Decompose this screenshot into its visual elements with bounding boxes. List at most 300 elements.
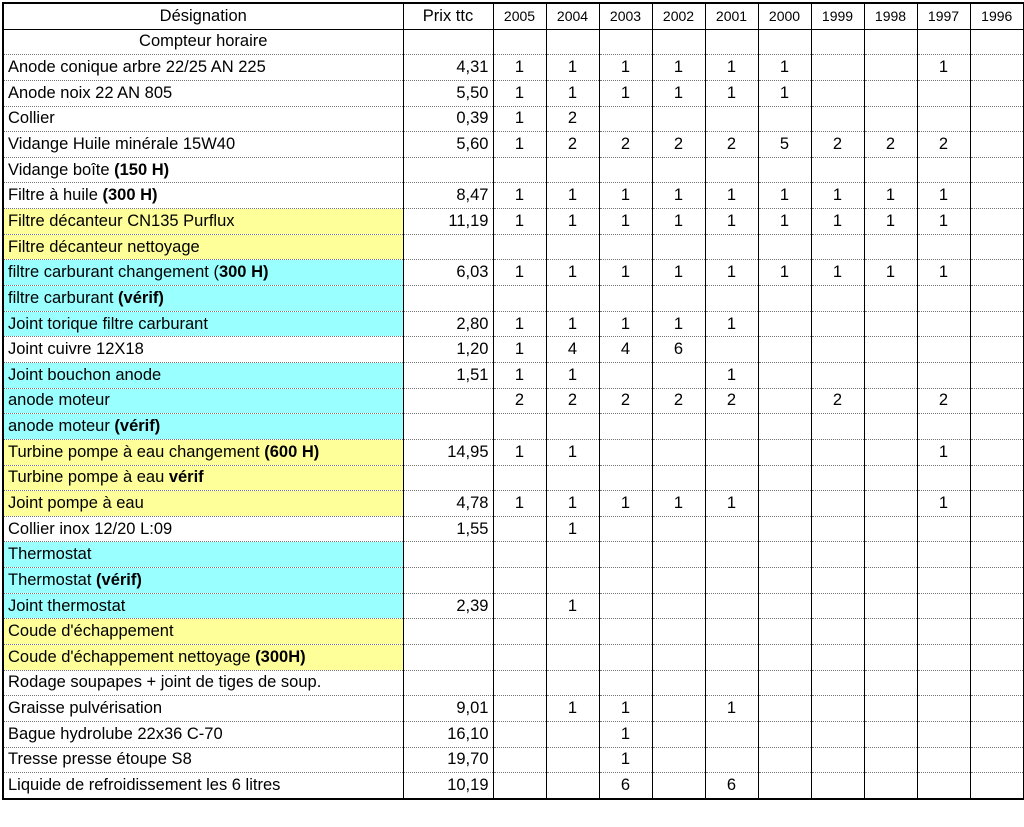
item-name: Turbine pompe à eau [8, 468, 169, 487]
year-quantity [864, 593, 917, 619]
year-quantity [705, 619, 758, 645]
year-quantity [705, 286, 758, 312]
item-designation [3, 388, 403, 414]
maintenance-table [2, 2, 1024, 800]
year-quantity [917, 311, 970, 337]
year-quantity: 1 [546, 516, 599, 542]
year-quantity [599, 286, 652, 312]
year-quantity [970, 439, 1024, 465]
year-quantity [493, 516, 546, 542]
item-name: Thermostat [8, 545, 92, 564]
year-quantity [599, 106, 652, 132]
year-quantity [758, 773, 811, 799]
year-quantity [546, 414, 599, 440]
item-name: Tresse presse étoupe S8 [8, 750, 192, 769]
item-designation [3, 721, 403, 747]
year-quantity [917, 568, 970, 594]
year-quantity [652, 234, 705, 260]
year-quantity: 2 [652, 132, 705, 158]
year-quantity [493, 619, 546, 645]
item-price [403, 286, 493, 312]
item-designation [3, 311, 403, 337]
item-name: Filtre à huile [8, 186, 103, 205]
item-designation [3, 157, 403, 183]
table-row [3, 593, 1024, 619]
year-quantity: 1 [546, 80, 599, 106]
year-quantity [970, 234, 1024, 260]
year-quantity [811, 106, 864, 132]
year-quantity [652, 670, 705, 696]
year-quantity [599, 465, 652, 491]
item-name: Collier inox 12/20 L:09 [8, 519, 173, 538]
year-quantity [811, 55, 864, 81]
year-quantity [758, 593, 811, 619]
year-quantity [917, 747, 970, 773]
year-quantity [758, 491, 811, 517]
year-quantity: 1 [864, 260, 917, 286]
table-row [3, 209, 1024, 235]
year-quantity [705, 645, 758, 671]
year-quantity [599, 234, 652, 260]
year-quantity [970, 542, 1024, 568]
year-quantity [970, 645, 1024, 671]
item-price [403, 157, 493, 183]
year-quantity [493, 721, 546, 747]
item-interval: (vérif) [96, 570, 142, 589]
year-quantity [546, 645, 599, 671]
year-quantity [970, 157, 1024, 183]
year-quantity [705, 568, 758, 594]
item-name: filtre carburant [8, 288, 119, 307]
header-year: 2005 [493, 3, 546, 29]
table-row [3, 465, 1024, 491]
year-quantity [652, 747, 705, 773]
item-designation [3, 183, 403, 209]
year-quantity: 1 [599, 260, 652, 286]
year-quantity [599, 414, 652, 440]
year-quantity: 1 [705, 55, 758, 81]
year-quantity [970, 183, 1024, 209]
item-price [403, 568, 493, 594]
year-quantity: 1 [705, 80, 758, 106]
year-quantity: 1 [546, 183, 599, 209]
year-quantity: 1 [705, 183, 758, 209]
item-interval: 300 H) [218, 263, 269, 282]
year-quantity [811, 439, 864, 465]
year-quantity [652, 542, 705, 568]
year-quantity: 1 [599, 491, 652, 517]
year-quantity [493, 593, 546, 619]
year-quantity [917, 286, 970, 312]
item-name: Filtre décanteur CN135 Purflux [8, 211, 235, 230]
year-quantity: 1 [917, 209, 970, 235]
year-quantity [758, 234, 811, 260]
item-designation [3, 132, 403, 158]
year-quantity [758, 465, 811, 491]
year-quantity [705, 414, 758, 440]
year-quantity [917, 721, 970, 747]
item-interval: (300H) [255, 647, 306, 666]
year-quantity [970, 106, 1024, 132]
year-quantity: 2 [652, 388, 705, 414]
item-interval: (vérif) [118, 288, 164, 307]
header-year: 2001 [705, 3, 758, 29]
item-designation [3, 568, 403, 594]
table-row [3, 80, 1024, 106]
year-quantity [652, 619, 705, 645]
year-quantity [705, 157, 758, 183]
item-price: 9,01 [403, 696, 493, 722]
item-designation [3, 645, 403, 671]
year-quantity [599, 568, 652, 594]
year-quantity [864, 747, 917, 773]
year-quantity [493, 465, 546, 491]
year-quantity [493, 670, 546, 696]
item-name: Vidange boîte [8, 160, 115, 179]
year-quantity: 1 [599, 311, 652, 337]
item-designation [3, 209, 403, 235]
year-quantity [970, 773, 1024, 799]
year-quantity: 1 [546, 362, 599, 388]
year-quantity [970, 593, 1024, 619]
year-quantity: 1 [705, 696, 758, 722]
year-quantity [970, 260, 1024, 286]
item-price: 4,31 [403, 55, 493, 81]
table-row [3, 183, 1024, 209]
year-quantity [970, 414, 1024, 440]
year-quantity [546, 747, 599, 773]
item-designation [3, 337, 403, 363]
year-quantity: 1 [652, 209, 705, 235]
year-quantity: 1 [599, 747, 652, 773]
table-row [3, 388, 1024, 414]
table-row [3, 439, 1024, 465]
year-quantity [864, 516, 917, 542]
year-quantity [917, 29, 970, 55]
item-price: 2,39 [403, 593, 493, 619]
year-quantity [864, 465, 917, 491]
year-quantity [758, 747, 811, 773]
header-row [3, 3, 1024, 29]
table-row [3, 414, 1024, 440]
year-quantity: 2 [864, 132, 917, 158]
item-price [403, 465, 493, 491]
item-name: anode moteur [8, 417, 115, 436]
year-quantity: 1 [546, 209, 599, 235]
year-quantity [705, 439, 758, 465]
year-quantity [652, 773, 705, 799]
year-quantity: 1 [546, 696, 599, 722]
year-quantity [758, 29, 811, 55]
year-quantity: 1 [546, 260, 599, 286]
year-quantity: 1 [758, 260, 811, 286]
year-quantity: 1 [811, 260, 864, 286]
year-quantity: 1 [652, 311, 705, 337]
year-quantity [811, 593, 864, 619]
year-quantity [493, 645, 546, 671]
year-quantity [599, 619, 652, 645]
table-row [3, 568, 1024, 594]
table-row [3, 542, 1024, 568]
year-quantity [864, 773, 917, 799]
item-name: Joint thermostat [8, 596, 126, 615]
year-quantity [811, 465, 864, 491]
year-quantity [811, 696, 864, 722]
year-quantity [652, 696, 705, 722]
item-price: 6,03 [403, 260, 493, 286]
item-name: Anode conique arbre 22/25 AN 225 [8, 58, 266, 77]
table-row [3, 362, 1024, 388]
item-name: Filtre décanteur nettoyage [8, 237, 200, 256]
year-quantity [864, 29, 917, 55]
item-price: 8,47 [403, 183, 493, 209]
year-quantity [493, 234, 546, 260]
year-quantity [917, 465, 970, 491]
year-quantity [811, 645, 864, 671]
year-quantity [758, 670, 811, 696]
year-quantity [599, 29, 652, 55]
year-quantity: 1 [493, 337, 546, 363]
item-price [403, 619, 493, 645]
item-price: 0,39 [403, 106, 493, 132]
year-quantity [970, 491, 1024, 517]
year-quantity: 1 [917, 183, 970, 209]
header-designation: Désignation [3, 3, 403, 29]
year-quantity: 1 [599, 696, 652, 722]
year-quantity [917, 696, 970, 722]
year-quantity [970, 721, 1024, 747]
year-quantity [758, 414, 811, 440]
year-quantity [705, 29, 758, 55]
year-quantity [758, 645, 811, 671]
year-quantity [864, 286, 917, 312]
year-quantity [546, 670, 599, 696]
item-designation [3, 491, 403, 517]
year-quantity: 2 [811, 388, 864, 414]
year-quantity [864, 670, 917, 696]
item-name: Joint bouchon anode [8, 365, 162, 384]
item-name: Compteur horaire [139, 32, 268, 51]
item-designation [3, 80, 403, 106]
year-quantity [652, 157, 705, 183]
year-quantity [758, 388, 811, 414]
year-quantity [652, 593, 705, 619]
year-quantity [970, 516, 1024, 542]
year-quantity [546, 465, 599, 491]
year-quantity: 2 [917, 388, 970, 414]
year-quantity [652, 465, 705, 491]
item-designation [3, 542, 403, 568]
year-quantity [758, 311, 811, 337]
year-quantity: 1 [599, 55, 652, 81]
table-row [3, 773, 1024, 799]
year-quantity: 1 [652, 55, 705, 81]
item-interval: (vérif) [114, 417, 161, 436]
year-quantity [705, 106, 758, 132]
item-designation [3, 619, 403, 645]
year-quantity [811, 80, 864, 106]
item-name: Bague hydrolube 22x36 C-70 [8, 724, 223, 743]
year-quantity [864, 542, 917, 568]
year-quantity [811, 311, 864, 337]
year-quantity: 1 [493, 439, 546, 465]
header-year: 1998 [864, 3, 917, 29]
year-quantity: 6 [652, 337, 705, 363]
table-row [3, 286, 1024, 312]
year-quantity: 1 [705, 311, 758, 337]
item-designation [3, 696, 403, 722]
year-quantity: 1 [546, 55, 599, 81]
table-row [3, 55, 1024, 81]
year-quantity [599, 362, 652, 388]
year-quantity [546, 234, 599, 260]
year-quantity [811, 747, 864, 773]
item-name: Joint torique filtre carburant [8, 314, 208, 333]
year-quantity: 2 [599, 388, 652, 414]
year-quantity: 1 [758, 183, 811, 209]
year-quantity [970, 619, 1024, 645]
year-quantity [599, 593, 652, 619]
year-quantity: 1 [546, 491, 599, 517]
year-quantity [811, 29, 864, 55]
year-quantity: 2 [705, 388, 758, 414]
item-name: Thermostat [8, 570, 97, 589]
year-quantity [758, 286, 811, 312]
table-row [3, 311, 1024, 337]
year-quantity [493, 568, 546, 594]
year-quantity: 1 [917, 55, 970, 81]
year-quantity [864, 234, 917, 260]
year-quantity [705, 747, 758, 773]
year-quantity [493, 773, 546, 799]
year-quantity [546, 568, 599, 594]
year-quantity: 1 [864, 209, 917, 235]
header-year: 2003 [599, 3, 652, 29]
item-price: 2,80 [403, 311, 493, 337]
year-quantity [864, 696, 917, 722]
header-year: 2004 [546, 3, 599, 29]
year-quantity: 1 [705, 260, 758, 286]
item-price: 14,95 [403, 439, 493, 465]
year-quantity [811, 491, 864, 517]
item-price: 19,70 [403, 747, 493, 773]
year-quantity [599, 645, 652, 671]
year-quantity [758, 362, 811, 388]
item-designation [3, 55, 403, 81]
year-quantity [652, 439, 705, 465]
year-quantity [546, 29, 599, 55]
year-quantity [546, 721, 599, 747]
year-quantity: 5 [758, 132, 811, 158]
table-body [3, 29, 1024, 799]
table-row [3, 645, 1024, 671]
year-quantity [970, 132, 1024, 158]
year-quantity: 1 [493, 491, 546, 517]
item-designation [3, 414, 403, 440]
year-quantity [652, 286, 705, 312]
year-quantity [811, 337, 864, 363]
year-quantity: 1 [705, 491, 758, 517]
year-quantity [811, 619, 864, 645]
year-quantity [758, 619, 811, 645]
table-row [3, 696, 1024, 722]
table-row [3, 234, 1024, 260]
year-quantity [705, 234, 758, 260]
year-quantity [652, 516, 705, 542]
table-row [3, 721, 1024, 747]
year-quantity: 1 [652, 491, 705, 517]
year-quantity [970, 286, 1024, 312]
year-quantity [705, 542, 758, 568]
year-quantity [705, 516, 758, 542]
year-quantity: 6 [599, 773, 652, 799]
year-quantity [493, 286, 546, 312]
header-year: 2000 [758, 3, 811, 29]
header-prix: Prix ttc [403, 3, 493, 29]
year-quantity [864, 106, 917, 132]
year-quantity: 1 [599, 183, 652, 209]
item-price [403, 388, 493, 414]
item-designation [3, 106, 403, 132]
year-quantity [811, 568, 864, 594]
year-quantity: 2 [546, 388, 599, 414]
item-price: 5,50 [403, 80, 493, 106]
year-quantity: 1 [493, 183, 546, 209]
year-quantity [758, 542, 811, 568]
year-quantity [917, 106, 970, 132]
year-quantity [652, 721, 705, 747]
year-quantity: 1 [705, 362, 758, 388]
year-quantity: 4 [546, 337, 599, 363]
item-name: Anode noix 22 AN 805 [8, 83, 173, 102]
item-name: Coude d'échappement nettoyage [8, 647, 256, 666]
year-quantity [758, 516, 811, 542]
year-quantity: 4 [599, 337, 652, 363]
year-quantity: 1 [493, 260, 546, 286]
year-quantity [652, 362, 705, 388]
year-quantity: 2 [546, 106, 599, 132]
year-quantity [917, 670, 970, 696]
item-name: Joint pompe à eau [8, 493, 144, 512]
year-quantity [917, 593, 970, 619]
item-designation [3, 773, 403, 799]
year-quantity [652, 29, 705, 55]
year-quantity [811, 234, 864, 260]
header-year: 2002 [652, 3, 705, 29]
year-quantity [864, 645, 917, 671]
year-quantity [705, 593, 758, 619]
year-quantity: 1 [493, 362, 546, 388]
item-price [403, 414, 493, 440]
item-price [403, 234, 493, 260]
year-quantity [758, 721, 811, 747]
item-price [403, 29, 493, 55]
item-interval: (600 H) [264, 442, 320, 461]
year-quantity [599, 542, 652, 568]
item-name: Graisse pulvérisation [8, 699, 163, 718]
item-price [403, 670, 493, 696]
item-designation [3, 260, 403, 286]
header-year: 1999 [811, 3, 864, 29]
year-quantity: 1 [546, 593, 599, 619]
item-price: 16,10 [403, 721, 493, 747]
year-quantity: 1 [493, 80, 546, 106]
year-quantity [970, 568, 1024, 594]
table-row [3, 157, 1024, 183]
year-quantity [811, 773, 864, 799]
year-quantity: 6 [705, 773, 758, 799]
item-name: Liquide de refroidissement les 6 litres [8, 776, 281, 795]
